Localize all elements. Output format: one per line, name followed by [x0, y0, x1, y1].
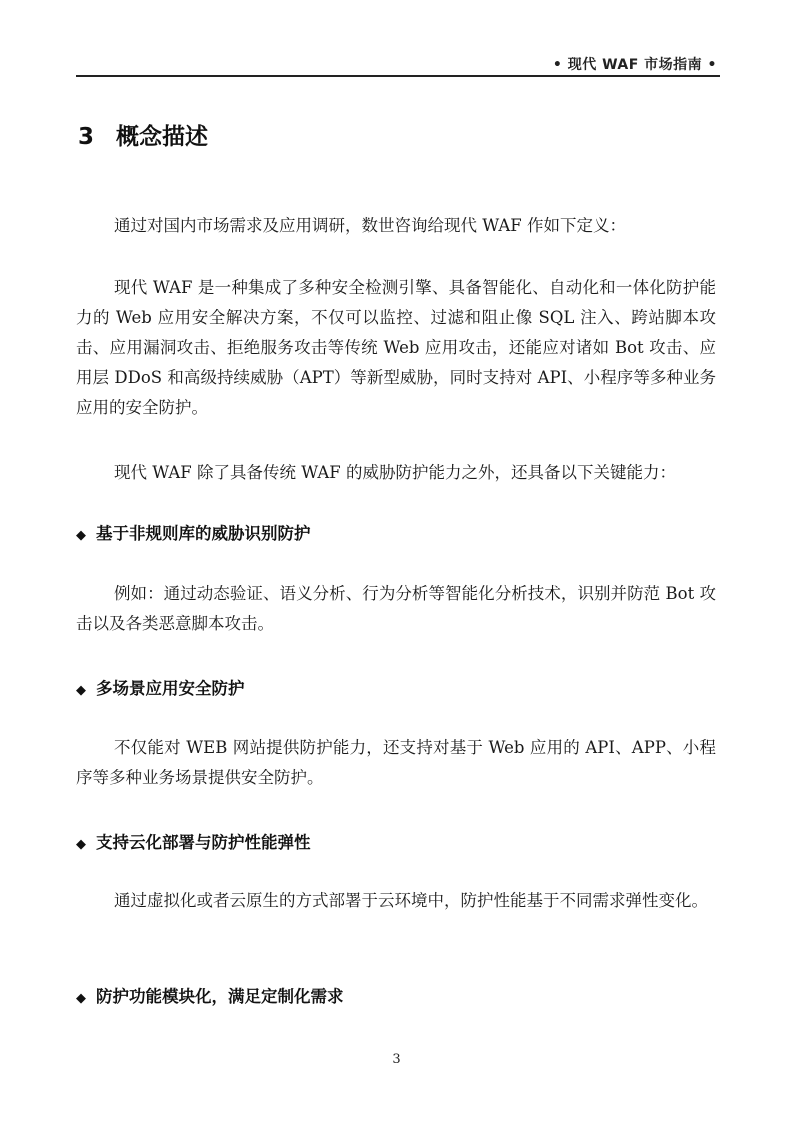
diamond-bullet-icon: ◆ [76, 683, 86, 698]
capability-heading-text: 防护功能模块化，满足定制化需求 [96, 987, 344, 1006]
capability-heading [76, 983, 344, 1007]
page-number: 3 [392, 1052, 401, 1067]
capability-body: 不仅能对 WEB 网站提供防护能力，还支持对基于 Web 应用的 API、APP、小程序等多种业务场景提供安全防护。 [76, 738, 716, 787]
diamond-bullet-icon: ◆ [76, 837, 86, 852]
capabilities-lead-paragraph: 现代 WAF 除了具备传统 WAF 的威胁防护能力之外，还具备以下关键能力： [114, 463, 676, 482]
section-number: 3 [78, 124, 95, 150]
diamond-bullet-icon: ◆ [76, 528, 86, 543]
capability-heading-text: 多场景应用安全防护 [96, 679, 245, 698]
definition-paragraph: 现代 WAF 是一种集成了多种安全检测引擎、具备智能化、自动化和一体化防护能力的 Web 应用安全解决方案，不仅可以监控、过滤和阻止像 SQL 注入、跨站脚本攻击、应用漏洞攻击、拒绝服务攻击等传统 Web 应用攻击，还能应对诸如 Bot 攻击、应用层 DDoS 和高级持续威胁（APT）等新型威胁，同时支持对 API、小程序等多种业务应用的安全防护。 [76, 278, 716, 417]
capability-heading-text: 支持云化部署与防护性能弹性 [96, 833, 311, 852]
section-title-text: 概念描述 [116, 124, 208, 150]
intro-paragraph: 通过对国内市场需求及应用调研，数世咨询给现代 WAF 作如下定义： [114, 216, 626, 235]
capability-body: 例如：通过动态验证、语义分析、行为分析等智能化分析技术，识别并防范 Bot 攻击以及各类恶意脚本攻击。 [76, 584, 716, 633]
diamond-bullet-icon: ◆ [76, 991, 86, 1006]
capability-heading [76, 675, 245, 699]
capability-heading-text: 基于非规则库的威胁识别防护 [96, 524, 311, 543]
section-title [78, 118, 208, 151]
running-header: • 现代 WAF 市场指南 • [552, 57, 717, 73]
capability-body: 通过虚拟化或者云原生的方式部署于云环境中，防护性能基于不同需求弹性变化。 [114, 891, 708, 910]
capability-heading [76, 520, 311, 544]
capability-heading [76, 829, 311, 853]
header-rule [76, 75, 720, 77]
